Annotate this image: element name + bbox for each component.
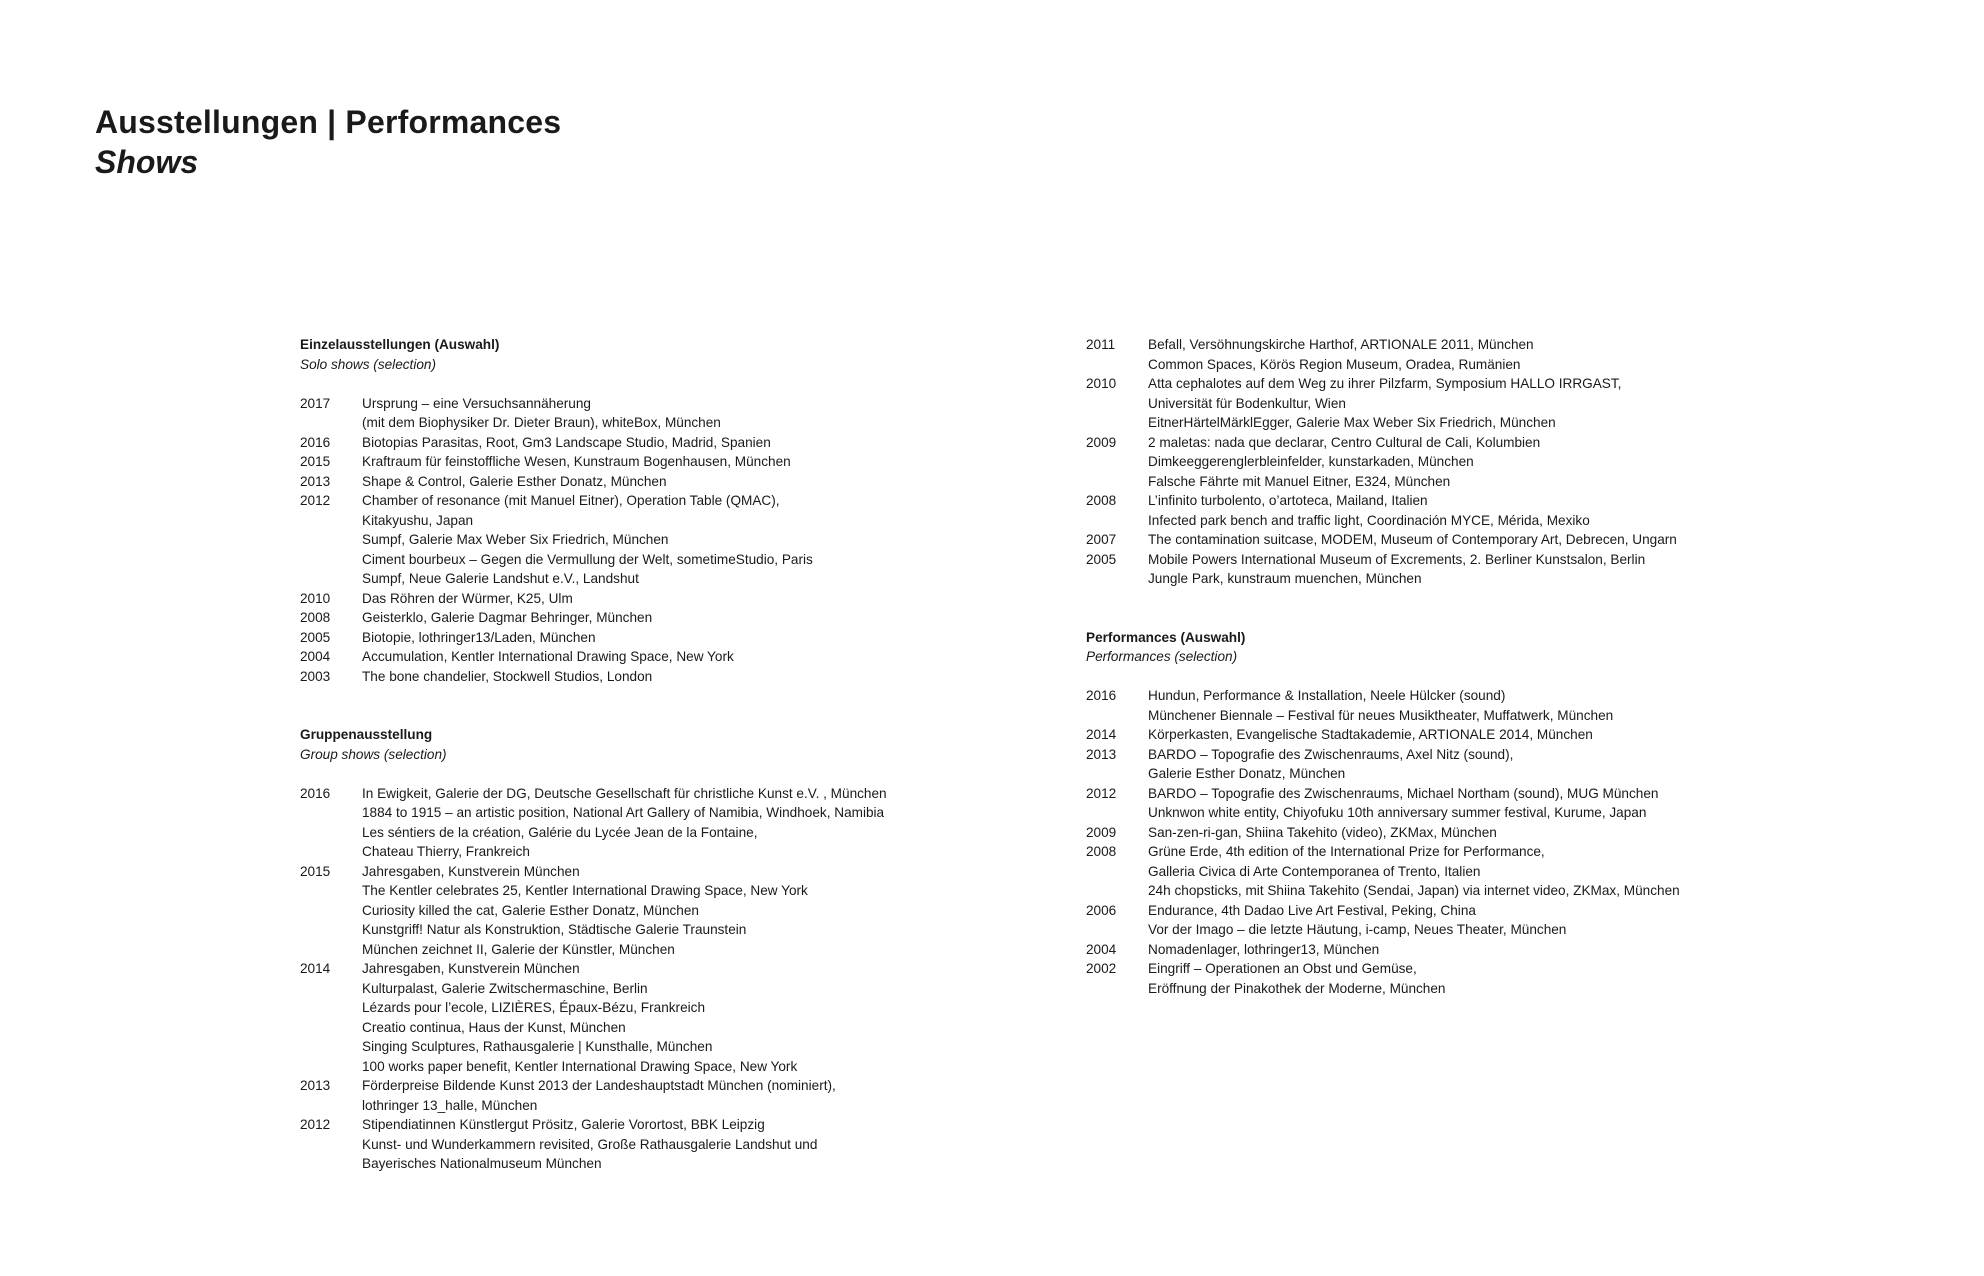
list-item xyxy=(1086,920,1826,940)
entry-year: 2006 xyxy=(1086,902,1117,918)
entry-year xyxy=(300,901,362,921)
list-item xyxy=(300,472,1020,492)
entry-text: Les séntiers de la création, Galérie du Lycée Jean de la Fontaine, xyxy=(362,824,758,840)
list-item xyxy=(300,491,1020,511)
list-item xyxy=(300,1076,1020,1096)
entry-year xyxy=(300,530,362,550)
entry-text: Accumulation, Kentler International Drawing Space, New York xyxy=(362,649,734,664)
entry-text: Chamber of resonance (mit Manuel Eitner), Operation Table (QMAC), xyxy=(362,493,780,508)
list-item xyxy=(300,413,1020,433)
entry-text: Biotopias Parasitas, Root, Gm3 Landscape Studio, Madrid, Spanien xyxy=(362,434,771,450)
list-item xyxy=(300,1135,1020,1155)
list-item xyxy=(300,608,1020,628)
entry-year xyxy=(1086,355,1148,375)
entry-year xyxy=(1086,881,1148,901)
list-item xyxy=(1086,550,1826,570)
entry-year: 2002 xyxy=(1086,961,1117,976)
entry-year xyxy=(1086,764,1148,784)
list-item xyxy=(300,394,1020,414)
list-item xyxy=(1086,686,1826,706)
entry-text: Common Spaces, Körös Region Museum, Oradea, Rumänien xyxy=(1148,356,1521,372)
entry-text: Eröffnung der Pinakothek der Moderne, München xyxy=(1148,980,1446,996)
entry-year: 2016 xyxy=(300,785,331,801)
entry-year: 2009 xyxy=(1086,824,1117,840)
entry-year xyxy=(1086,413,1148,433)
cv-section xyxy=(300,725,1020,1174)
section-spacer xyxy=(1086,589,1826,628)
entry-text: 1884 to 1915 – an artistic position, National Art Gallery of Namibia, Windhoek, Namibia xyxy=(362,805,885,820)
entry-text: Körperkasten, Evangelische Stadtakademie, ARTIONALE 2014, München xyxy=(1148,727,1593,742)
entry-text: Eingriff – Operationen an Obst und Gemüse, xyxy=(1148,961,1417,976)
list-item xyxy=(1086,530,1826,550)
entry-year xyxy=(1086,511,1148,531)
entry-text: Unknwon white entity, Chiyofuku 10th anniversary summer festival, Kurume, Japan xyxy=(1148,805,1647,820)
list-item xyxy=(1086,452,1826,472)
list-item xyxy=(300,1096,1020,1116)
section-subtitle: Group shows (selection) xyxy=(300,746,447,762)
entry-text: Galerie Esther Donatz, München xyxy=(1148,766,1346,781)
list-item xyxy=(1086,569,1826,589)
entry-year xyxy=(300,823,362,843)
entry-year xyxy=(1086,803,1148,823)
list-item xyxy=(1086,374,1826,394)
entry-text: Vor der Imago – die letzte Häutung, i-camp, Neues Theater, München xyxy=(1148,922,1567,937)
entry-year xyxy=(300,1018,362,1038)
entry-text: Infected park bench and traffic light, Coordinación MYCE, Mérida, Mexiko xyxy=(1148,512,1590,528)
entry-text: Geisterklo, Galerie Dagmar Behringer, München xyxy=(362,610,653,625)
entry-text: San-zen-ri-gan, Shiina Takehito (video), ZKMax, München xyxy=(1148,824,1497,840)
list-item xyxy=(1086,706,1826,726)
section-header xyxy=(300,725,1020,764)
list-item xyxy=(300,1057,1020,1077)
entry-text: Das Röhren der Würmer, K25, Ulm xyxy=(362,590,573,606)
entry-text: BARDO – Topografie des Zwischenraums, Michael Northam (sound), MUG München xyxy=(1148,785,1659,801)
list-item xyxy=(1086,335,1826,355)
list-item xyxy=(300,1037,1020,1057)
entry-text: The contamination suitcase, MODEM, Museum of Contemporary Art, Debrecen, Ungarn xyxy=(1148,532,1677,547)
entry-text: Kunst- und Wunderkammern revisited, Große Rathausgalerie Landshut und xyxy=(362,1136,818,1152)
entry-text: 2 maletas: nada que declarar, Centro Cultural de Cali, Kolumbien xyxy=(1148,434,1541,450)
entry-text: lothringer 13_halle, München xyxy=(362,1097,538,1113)
list-item xyxy=(300,550,1020,570)
entry-year xyxy=(300,1154,362,1174)
entry-year xyxy=(300,569,362,589)
list-item xyxy=(1086,823,1826,843)
section-header xyxy=(300,335,1020,374)
entry-year: 2016 xyxy=(1086,688,1117,703)
page-subtitle: Shows xyxy=(95,144,199,180)
entry-text: München zeichnet II, Galerie der Künstler, München xyxy=(362,941,675,957)
entry-text: Lézards pour l’ecole, LIZIÈRES, Épaux-Bézu, Frankreich xyxy=(362,1000,706,1015)
list-item xyxy=(300,901,1020,921)
entry-year: 2010 xyxy=(300,590,331,606)
list-item xyxy=(1086,862,1826,882)
entry-text: Shape & Control, Galerie Esther Donatz, München xyxy=(362,473,667,489)
entry-text: Endurance, 4th Dadao Live Art Festival, Peking, China xyxy=(1148,902,1476,918)
entry-year xyxy=(300,1037,362,1057)
entry-year xyxy=(1086,452,1148,472)
list-item xyxy=(1086,745,1826,765)
entry-year: 2007 xyxy=(1086,532,1117,547)
entry-text: Galleria Civica di Arte Contemporanea of Trento, Italien xyxy=(1148,863,1481,879)
list-item xyxy=(300,569,1020,589)
entry-year: 2012 xyxy=(1086,785,1117,801)
list-item xyxy=(1086,764,1826,784)
entry-year: 2013 xyxy=(300,1078,331,1093)
entry-text: Förderpreise Bildende Kunst 2013 der Landeshauptstadt München (nominiert), xyxy=(362,1078,836,1093)
entry-year: 2016 xyxy=(300,434,331,450)
list-item xyxy=(1086,394,1826,414)
list-item xyxy=(300,998,1020,1018)
entry-text: Singing Sculptures, Rathausgalerie | Kunsthalle, München xyxy=(362,1039,713,1054)
entry-text: Jungle Park, kunstraum muenchen, München xyxy=(1148,571,1422,586)
list-item xyxy=(300,940,1020,960)
entry-year xyxy=(300,511,362,531)
list-item xyxy=(1086,784,1826,804)
section-title: Einzelausstellungen (Auswahl) xyxy=(300,337,500,352)
list-item xyxy=(1086,355,1826,375)
list-item xyxy=(1086,959,1826,979)
list-item xyxy=(1086,901,1826,921)
left-column xyxy=(300,335,1020,1174)
entry-year: 2015 xyxy=(300,454,331,469)
entry-year xyxy=(1086,706,1148,726)
list-item xyxy=(300,823,1020,843)
list-item xyxy=(300,1154,1020,1174)
cv-section xyxy=(300,335,1020,686)
entry-year: 2012 xyxy=(300,493,331,508)
entry-year: 2015 xyxy=(300,863,331,879)
entry-year xyxy=(1086,472,1148,492)
entry-year xyxy=(1086,569,1148,589)
section-spacer xyxy=(300,686,1020,725)
entry-year xyxy=(300,550,362,570)
entry-text: 24h chopsticks, mit Shiina Takehito (Sendai, Japan) via internet video, ZKMax, München xyxy=(1148,883,1680,898)
entry-year xyxy=(1086,862,1148,882)
list-item xyxy=(300,628,1020,648)
list-item xyxy=(1086,472,1826,492)
entry-year xyxy=(300,920,362,940)
list-item xyxy=(1086,725,1826,745)
list-item xyxy=(300,803,1020,823)
entry-year xyxy=(300,881,362,901)
list-item xyxy=(300,920,1020,940)
list-item xyxy=(300,881,1020,901)
entry-text: Creatio continua, Haus der Kunst, München xyxy=(362,1019,626,1035)
list-item xyxy=(300,647,1020,667)
list-item xyxy=(1086,491,1826,511)
entry-text: Biotopie, lothringer13/Laden, München xyxy=(362,629,596,645)
entry-year: 2008 xyxy=(300,610,331,625)
list-item xyxy=(1086,433,1826,453)
list-item xyxy=(1086,979,1826,999)
entry-text: In Ewigkeit, Galerie der DG, Deutsche Gesellschaft für christliche Kunst e.V. , München xyxy=(362,785,887,801)
entry-text: Jahresgaben, Kunstverein München xyxy=(362,961,580,976)
entry-text: Sumpf, Galerie Max Weber Six Friedrich, München xyxy=(362,532,669,547)
entry-text: Ciment bourbeux – Gegen die Vermullung der Welt, sometimeStudio, Paris xyxy=(362,551,813,567)
entry-text: Münchener Biennale – Festival für neues Musiktheater, Muffatwerk, München xyxy=(1148,707,1614,723)
entry-year xyxy=(1086,979,1148,999)
list-item xyxy=(300,667,1020,687)
list-item xyxy=(300,959,1020,979)
entry-year: 2005 xyxy=(1086,551,1117,567)
entry-year xyxy=(300,998,362,1018)
list-item xyxy=(300,979,1020,999)
list-item xyxy=(300,1018,1020,1038)
section-title: Gruppenausstellung xyxy=(300,727,433,742)
entry-year: 2010 xyxy=(1086,376,1117,391)
entry-year: 2013 xyxy=(300,473,331,489)
entry-year xyxy=(1086,394,1148,414)
entry-year xyxy=(1086,920,1148,940)
list-item xyxy=(300,589,1020,609)
entry-text: Stipendiatinnen Künstlergut Prösitz, Galerie Vorortost, BBK Leipzig xyxy=(362,1117,765,1132)
entry-text: Universität für Bodenkultur, Wien xyxy=(1148,395,1346,411)
list-item xyxy=(300,452,1020,472)
entry-year: 2008 xyxy=(1086,844,1117,859)
entry-year: 2003 xyxy=(300,668,331,684)
entry-year: 2004 xyxy=(300,649,331,664)
entry-text: The bone chandelier, Stockwell Studios, London xyxy=(362,668,653,684)
list-item xyxy=(300,1115,1020,1135)
entry-year: 2014 xyxy=(300,961,331,976)
list-item xyxy=(1086,511,1826,531)
cv-section xyxy=(1086,628,1826,999)
list-item xyxy=(1086,842,1826,862)
entry-text: Kitakyushu, Japan xyxy=(362,512,474,528)
entry-text: Befall, Versöhnungskirche Harthof, ARTIONALE 2011, München xyxy=(1148,337,1534,352)
list-item xyxy=(1086,940,1826,960)
list-item xyxy=(300,433,1020,453)
entry-year: 2005 xyxy=(300,629,331,645)
list-item xyxy=(300,530,1020,550)
section-subtitle: Solo shows (selection) xyxy=(300,356,436,372)
list-item xyxy=(1086,803,1826,823)
entry-text: Curiosity killed the cat, Galerie Esther Donatz, München xyxy=(362,902,699,918)
entry-year xyxy=(300,842,362,862)
entry-year: 2004 xyxy=(1086,941,1117,957)
entry-year: 2008 xyxy=(1086,493,1117,508)
right-column xyxy=(1086,335,1826,998)
entry-text: (mit dem Biophysiker Dr. Dieter Braun), whiteBox, München xyxy=(362,415,721,430)
list-item xyxy=(300,842,1020,862)
entry-text: Atta cephalotes auf dem Weg zu ihrer Pilzfarm, Symposium HALLO IRRGAST, xyxy=(1148,376,1622,391)
entry-text: Grüne Erde, 4th edition of the International Prize for Performance, xyxy=(1148,844,1545,859)
list-item xyxy=(300,784,1020,804)
entry-year xyxy=(300,940,362,960)
entry-year: 2017 xyxy=(300,395,331,411)
entry-text: Falsche Fährte mit Manuel Eitner, E324, München xyxy=(1148,473,1451,489)
entry-year: 2012 xyxy=(300,1117,331,1132)
entry-year: 2013 xyxy=(1086,746,1117,762)
entry-text: Sumpf, Neue Galerie Landshut e.V., Landshut xyxy=(362,571,639,586)
cv-section xyxy=(1086,335,1826,589)
entry-year xyxy=(300,413,362,433)
list-item xyxy=(300,862,1020,882)
entry-year xyxy=(300,979,362,999)
entry-text: Mobile Powers International Museum of Excrements, 2. Berliner Kunstsalon, Berlin xyxy=(1148,551,1646,567)
entry-text: Nomadenlager, lothringer13, München xyxy=(1148,941,1380,957)
entry-text: Chateau Thierry, Frankreich xyxy=(362,844,530,859)
entry-text: The Kentler celebrates 25, Kentler International Drawing Space, New York xyxy=(362,883,808,898)
section-header xyxy=(1086,628,1826,667)
section-title: Performances (Auswahl) xyxy=(1086,629,1246,645)
entry-year: 2009 xyxy=(1086,434,1117,450)
entry-text: Kraftraum für feinstoffliche Wesen, Kunstraum Bogenhausen, München xyxy=(362,454,791,469)
list-item xyxy=(1086,881,1826,901)
entry-text: Hundun, Performance & Installation, Neele Hülcker (sound) xyxy=(1148,688,1506,703)
entry-year xyxy=(300,803,362,823)
entry-text: Bayerisches Nationalmuseum München xyxy=(362,1156,602,1171)
entry-text: Jahresgaben, Kunstverein München xyxy=(362,863,580,879)
entry-text: Kunstgriff! Natur als Konstruktion, Städtische Galerie Traunstein xyxy=(362,922,747,937)
entry-year xyxy=(300,1057,362,1077)
entry-text: Ursprung – eine Versuchsannäherung xyxy=(362,395,591,411)
page-title: Ausstellungen | Performances xyxy=(95,104,562,140)
entry-text: Dimkeeggerenglerbleinfelder, kunstarkaden, München xyxy=(1148,454,1474,469)
entry-year xyxy=(300,1096,362,1116)
entry-text: L’infinito turbolento, o’artoteca, Mailand, Italien xyxy=(1148,493,1428,508)
entry-year xyxy=(300,1135,362,1155)
entry-text: BARDO – Topografie des Zwischenraums, Axel Nitz (sound), xyxy=(1148,746,1514,762)
entry-year: 2011 xyxy=(1086,337,1116,352)
entry-year: 2014 xyxy=(1086,727,1117,742)
entry-text: EitnerHärtelMärklEgger, Galerie Max Weber Six Friedrich, München xyxy=(1148,415,1556,430)
entry-text: 100 works paper benefit, Kentler International Drawing Space, New York xyxy=(362,1058,798,1074)
list-item xyxy=(300,511,1020,531)
entry-text: Kulturpalast, Galerie Zwitschermaschine, Berlin xyxy=(362,980,648,996)
list-item xyxy=(1086,413,1826,433)
section-subtitle: Performances (selection) xyxy=(1086,649,1238,664)
